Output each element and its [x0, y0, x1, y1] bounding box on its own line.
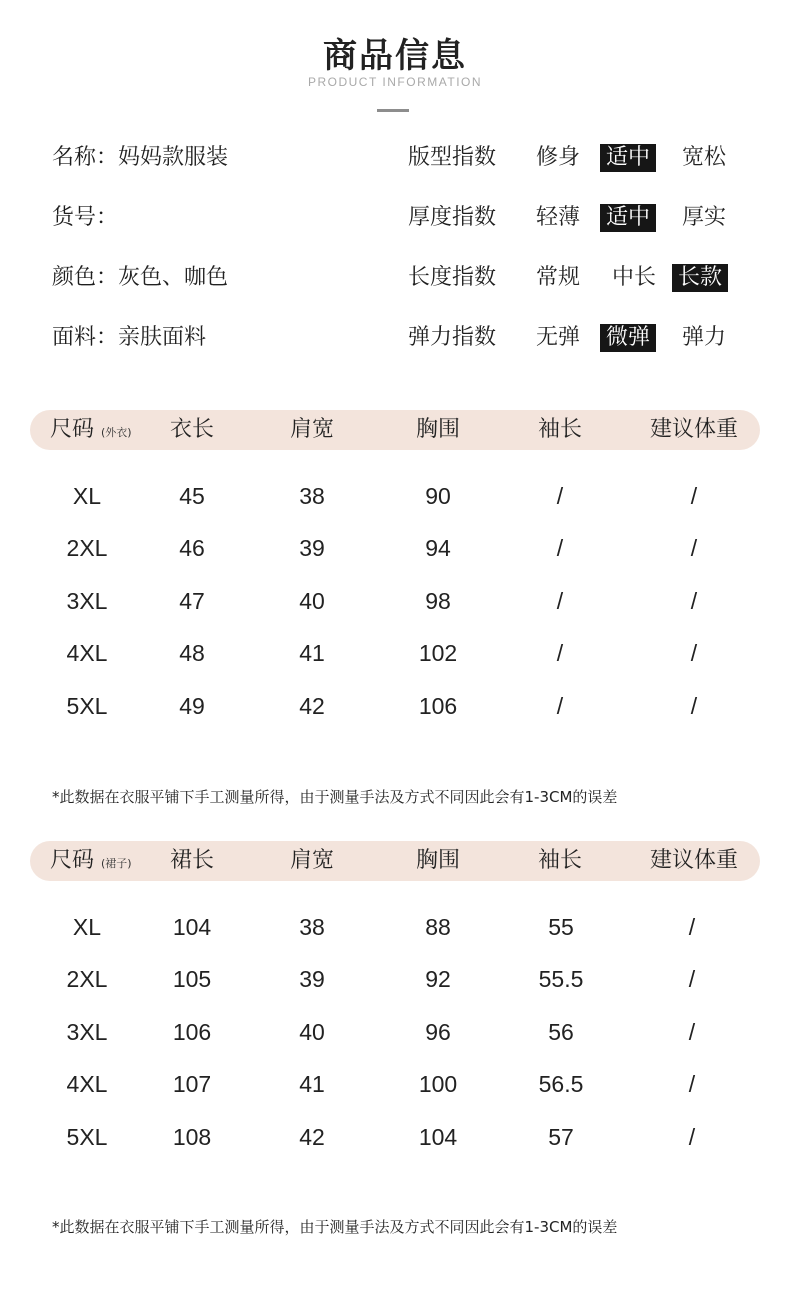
table-cell: 46	[179, 535, 205, 561]
page-title: 商品信息	[323, 36, 467, 76]
header-col-4: 袖长	[537, 848, 582, 873]
table-cell: 57	[548, 1124, 574, 1150]
table-cell: 38	[299, 914, 325, 940]
table-cell: 55.5	[538, 966, 584, 992]
size-note: (裙子)	[101, 857, 132, 870]
table-cell: 39	[299, 535, 325, 561]
table-cell: 5XL	[66, 1124, 108, 1150]
table-cell: 102	[418, 640, 458, 666]
index-label-elasticity: 弹力指数	[408, 325, 497, 350]
header-col-1: 裙长	[169, 848, 214, 873]
option-fit-slim: 修身	[536, 145, 581, 170]
size-table-header-dress	[30, 841, 760, 881]
table-cell: /	[690, 483, 698, 509]
index-label-thickness: 厚度指数	[408, 205, 497, 230]
table-cell: 56	[548, 1019, 574, 1045]
table-cell: 41	[299, 1071, 325, 1097]
table-cell: 106	[172, 1019, 212, 1045]
info-label: 面料：	[52, 325, 119, 350]
table-cell: 96	[425, 1019, 451, 1045]
table-cell: 48	[179, 640, 205, 666]
table-cell: 98	[425, 588, 451, 614]
header-col-2: 肩宽	[289, 848, 334, 873]
option-thickness-medium-selected: 适中	[600, 204, 656, 232]
table-cell: 94	[425, 535, 451, 561]
option-elasticity-none: 无弹	[536, 325, 581, 350]
measurement-note-outerwear: *此数据在衣服平铺下手工测量所得，由于测量手法及方式不同因此会有1-3CM的误差	[52, 788, 618, 806]
table-cell: /	[688, 1019, 696, 1045]
info-value: 灰色、咖色	[118, 265, 229, 290]
table-cell: 104	[418, 1124, 458, 1150]
page-subtitle: PRODUCT INFORMATION	[307, 75, 483, 89]
table-cell: 40	[299, 588, 325, 614]
table-cell: /	[556, 483, 564, 509]
header-col-1: 衣长	[169, 417, 214, 442]
info-row-fabric	[0, 318, 790, 358]
option-length-medium: 中长	[612, 265, 657, 290]
table-cell: 3XL	[66, 588, 108, 614]
header-col-3: 胸围	[415, 417, 460, 442]
table-cell: 56.5	[538, 1071, 584, 1097]
info-value: 妈妈款服装	[118, 145, 229, 170]
option-fit-loose: 宽松	[682, 145, 727, 170]
table-cell: XL	[72, 914, 102, 940]
table-cell: /	[690, 535, 698, 561]
size-label: 尺码	[50, 848, 95, 873]
info-label: 货号：	[52, 205, 119, 230]
table-cell: 40	[299, 1019, 325, 1045]
header-col-5: 建议体重	[649, 417, 738, 442]
info-row-name	[0, 138, 790, 178]
table-cell: XL	[72, 483, 102, 509]
table-cell: 2XL	[66, 966, 108, 992]
size-note: (外衣)	[101, 426, 132, 439]
table-cell: 107	[172, 1071, 212, 1097]
table-cell: 100	[418, 1071, 458, 1097]
table-cell: 90	[425, 483, 451, 509]
table-cell: /	[690, 693, 698, 719]
option-elasticity-stretch: 弹力	[682, 325, 727, 350]
table-cell: /	[556, 640, 564, 666]
table-cell: 41	[299, 640, 325, 666]
header-col-3: 胸围	[415, 848, 460, 873]
table-cell: /	[688, 1124, 696, 1150]
table-cell: 42	[299, 693, 325, 719]
option-fit-regular-selected: 适中	[600, 144, 656, 172]
header-col-4: 袖长	[537, 417, 582, 442]
table-cell: 39	[299, 966, 325, 992]
table-cell: /	[556, 535, 564, 561]
table-cell: /	[690, 640, 698, 666]
option-thickness-thick: 厚实	[682, 205, 727, 230]
index-label-fit: 版型指数	[408, 145, 497, 170]
info-fabric	[52, 318, 206, 358]
size-label: 尺码	[50, 417, 95, 442]
info-color	[52, 258, 228, 298]
table-cell: 106	[418, 693, 458, 719]
size-table-header-outerwear	[30, 410, 760, 450]
table-cell: /	[690, 588, 698, 614]
table-cell: 45	[179, 483, 205, 509]
info-row-color	[0, 258, 790, 298]
table-cell: 55	[548, 914, 574, 940]
table-cell: 3XL	[66, 1019, 108, 1045]
table-cell: 38	[299, 483, 325, 509]
header-col-5: 建议体重	[649, 848, 738, 873]
table-cell: 88	[425, 914, 451, 940]
table-cell: /	[688, 914, 696, 940]
table-cell: 49	[179, 693, 205, 719]
table-cell: 2XL	[66, 535, 108, 561]
table-cell: /	[556, 693, 564, 719]
info-row-sku	[0, 198, 790, 238]
table-cell: /	[556, 588, 564, 614]
info-sku	[52, 198, 118, 238]
table-cell: /	[688, 1071, 696, 1097]
table-cell: 42	[299, 1124, 325, 1150]
table-cell: 104	[172, 914, 212, 940]
table-cell: /	[688, 966, 696, 992]
header-divider	[377, 109, 409, 112]
info-label: 颜色：	[52, 265, 119, 290]
index-label-length: 长度指数	[408, 265, 497, 290]
info-label: 名称：	[52, 145, 119, 170]
table-cell: 5XL	[66, 693, 108, 719]
table-cell: 92	[425, 966, 451, 992]
info-name	[52, 138, 228, 178]
header-col-2: 肩宽	[289, 417, 334, 442]
table-cell: 105	[172, 966, 212, 992]
option-thickness-thin: 轻薄	[536, 205, 581, 230]
table-cell: 4XL	[66, 1071, 108, 1097]
info-value: 亲肤面料	[118, 325, 207, 350]
option-elasticity-slight-selected: 微弹	[600, 324, 656, 352]
measurement-note-dress: *此数据在衣服平铺下手工测量所得，由于测量手法及方式不同因此会有1-3CM的误差	[52, 1218, 618, 1236]
table-cell: 47	[179, 588, 205, 614]
option-length-long-selected: 长款	[672, 264, 728, 292]
table-cell: 108	[172, 1124, 212, 1150]
option-length-regular: 常规	[536, 265, 581, 290]
table-cell: 4XL	[66, 640, 108, 666]
